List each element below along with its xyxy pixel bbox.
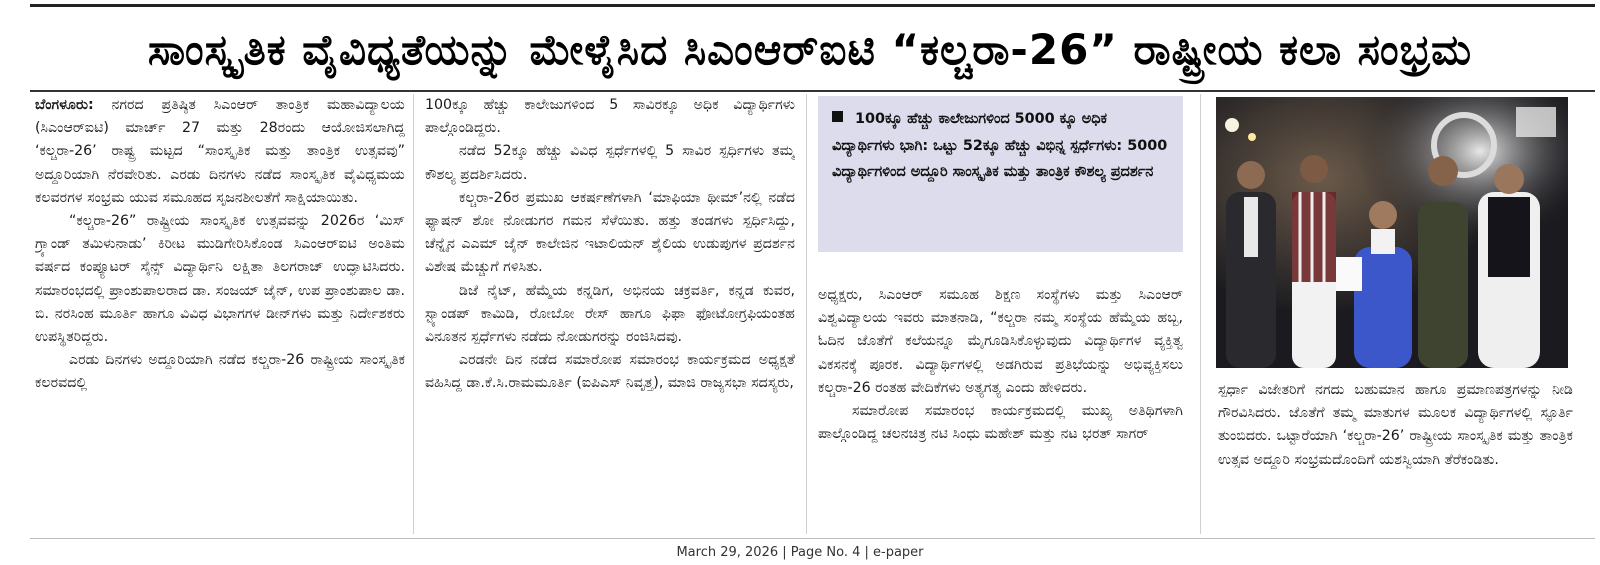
paragraph: ಎರಡನೇ ದಿನ ನಡೆದ ಸಮಾರೋಪ ಸಮಾರಂಭ ಕಾರ್ಯಕ್ರಮದ ಅಧ್ಯಕ್ಷತೆ ವಹಿಸಿದ್ದ ಡಾ.ಕೆ.ಸಿ.ರಾಮಮೂರ್ತಿ (ಐಪಿಎಸ್ ನಿವೃತ್ತ), ಮಾಜಿ ರಾಜ್ಯಸಭಾ ಸದಸ್ಯರು, bbox=[425, 352, 795, 392]
paragraph: ಅಧ್ಯಕ್ಷರು, ಸಿಎಂಆರ್ ಸಮೂಹ ಶಿಕ್ಷಣ ಸಂಸ್ಥೆಗಳು ಮತ್ತು ಸಿಎಂಆರ್ ವಿಶ್ವವಿದ್ಯಾಲಯ ಇವರು ಮಾತನಾಡಿ, “ಕಲ್ಚರಾ ನಮ್ಮ ಸಂಸ್ಥೆಯ ಹೆಮ್ಮೆಯ ಹಬ್ಬ, ಓದಿನ ಜೊತೆಗೆ ಕಲೆಯನ್ನೂ ಮೈಗೂಡಿಸಿಕೊಳ್ಳುವುದು ವಿದ್ಯಾರ್ಥಿಗಳ ವ್ಯಕ್ತಿತ್ವ ವಿಕಸನಕ್ಕೆ ಪೂರಕ. ವಿದ್ಯಾರ್ಥಿಗಳಲ್ಲಿ ಅಡಗಿರುವ ಪ್ರತಿಭೆಯನ್ನು ಅಭಿವ್ಯಕ್ತಿಸಲು ಕಲ್ಚರಾ-26 ರಂತಹ ವೇದಿಕೆಗಳು ಅತ್ಯಗತ್ಯ ಎಂದು ಹೇಳಿದರು. bbox=[818, 287, 1183, 396]
square-bullet-icon bbox=[832, 111, 843, 122]
article-headline: ಸಾಂಸ್ಕೃತಿಕ ವೈವಿಧ್ಯತೆಯನ್ನು ಮೇಳೈಸಿದ ಸಿಎಂಆರ್‌ಐಟಿ “ಕಲ್ಚರಾ-26” ರಾಷ್ಟ್ರೀಯ ಕಲಾ ಸಂಭ್ರಮ bbox=[147, 25, 1473, 74]
top-rule bbox=[30, 4, 1595, 7]
paragraph: ಎರಡು ದಿನಗಳು ಅದ್ದೂರಿಯಾಗಿ ನಡೆದ ಕಲ್ಚರಾ-26 ರಾಷ್ಟ್ರೀಯ ಸಾಂಸ್ಕೃತಿಕ ಕಲರವದಲ್ಲಿ bbox=[35, 352, 405, 392]
paragraph: ನಡೆದ 52ಕ್ಕೂ ಹೆಚ್ಚು ವಿವಿಧ ಸ್ಪರ್ಧೆಗಳಲ್ಲಿ 5 ಸಾವಿರ ಸ್ಪರ್ಧಿಗಳು ತಮ್ಮ ಕೌಶಲ್ಯ ಪ್ರದರ್ಶಿಸಿದರು. bbox=[425, 143, 795, 183]
page-footer: March 29, 2026 | Page No. 4 | e-paper bbox=[676, 545, 924, 560]
headline-rule bbox=[30, 90, 1595, 92]
paragraph: ಕಲ್ಚರಾ-26ರ ಪ್ರಮುಖ ಆಕರ್ಷಣೆಗಳಾಗಿ ‘ಮಾಫಿಯಾ ಥೀಮ್’ನಲ್ಲಿ ನಡೆದ ಫ್ಯಾಷನ್ ಶೋ ನೋಡುಗರ ಗಮನ ಸೆಳೆಯಿತು. ಹತ್ತು ತಂಡಗಳು ಸ್ಪರ್ಧಿಸಿದ್ದು, ಚೆನ್ನೈನ ಎಎಮ್ ಜೈನ್ ಕಾಲೇಜಿನ ಇಟಾಲಿಯನ್ ಶೈಲಿಯ ಉಡುಪುಗಳ ಪ್ರದರ್ಶನ ವಿಶೇಷ ಮೆಚ್ಚುಗೆ ಗಳಿಸಿತು. bbox=[425, 189, 795, 276]
article-column-2 bbox=[425, 94, 795, 534]
column-divider bbox=[413, 94, 414, 534]
column-divider bbox=[806, 94, 807, 534]
paragraph: “ಕಲ್ಚರಾ-26” ರಾಷ್ಟ್ರೀಯ ಸಾಂಸ್ಕೃತಿಕ ಉತ್ಸವವನ್ನು 2026ರ ‘ಮಿಸ್ ಗ್ರ್ಯಾಂಡ್ ತಮಿಳುನಾಡು’ ಕಿರೀಟ ಮುಡಿಗೇರಿಸಿಕೊಂಡ ಸಿಎಂಆರ್‌ಐಟಿ ಅಂತಿಮ ವರ್ಷದ ಕಂಪ್ಯೂಟರ್ ಸೈನ್ಸ್ ವಿದ್ಯಾರ್ಥಿನಿ ಲಕ್ಷಿತಾ ತಿಲಗರಾಜ್ ಉದ್ಘಾಟಿಸಿದರು. ಸಮಾರಂಭದಲ್ಲಿ ಪ್ರಾಂಶುಪಾಲರಾದ ಡಾ. ಸಂಜಯ್ ಜೈನ್, ಉಪ ಪ್ರಾಂಶುಪಾಲ ಡಾ. ಬಿ. ನರಸಿಂಹ ಮೂರ್ತಿ ಹಾಗೂ ವಿವಿಧ ವಿಭಾಗಗಳ ಡೀನ್‌ಗಳು ಮತ್ತು ನಿರ್ದೇಶಕರು ಉಪಸ್ಥಿತರಿದ್ದರು. bbox=[35, 213, 405, 346]
paragraph: ಡಿಜೆ ನೈಟ್, ಹೆಮ್ಮೆಯ ಕನ್ನಡಿಗ, ಅಭಿನಯ ಚಕ್ರವರ್ತಿ, ಕನ್ನಡ ಕುವರ, ಸ್ಟ್ಯಾಂಡಪ್ ಕಾಮಿಡಿ, ರೋಬೋ ರೇಸ್ ಹಾಗೂ ಫಿಫಾ ಫೋಟೋಗ್ರಫಿಯಂತಹ ವಿನೂತನ ಸ್ಪರ್ಧೆಗಳು ನಡೆದು ನೋಡುಗರನ್ನು ರಂಜಿಸಿದವು. bbox=[425, 282, 795, 346]
paragraph: ನಗರದ ಪ್ರತಿಷ್ಠಿತ ಸಿಎಂಆರ್ ತಾಂತ್ರಿಕ ಮಹಾವಿದ್ಯಾಲಯ (ಸಿಎಂಆರ್‌ಐಟಿ) ಮಾರ್ಚ್ 27 ಮತ್ತು 28ರಂದು ಆಯೋಜಿಸಲಾಗಿದ್ದ ‘ಕಲ್ಚರಾ-26’ ರಾಷ್ಟ್ರ ಮಟ್ಟದ “ಸಾಂಸ್ಕೃತಿಕ ಮತ್ತು ತಾಂತ್ರಿಕ ಉತ್ಸವವು” ಅದ್ದೂರಿಯಾಗಿ ನೆರವೇರಿತು. ಎರಡು ದಿನಗಳು ನಡೆದ ಸಾಂಸ್ಕೃತಿಕ ವೈವಿಧ್ಯಮಯ ಕಲವರಗಳ ಸಂಭ್ರಮ ಯುವ ಸಮೂಹದ ಸೃಜನಶೀಲತೆಗೆ ಸಾಕ್ಷಿಯಾಯಿತು. bbox=[35, 97, 405, 206]
column-divider bbox=[1200, 94, 1201, 534]
article-column-1 bbox=[35, 94, 405, 534]
award-ceremony-photo bbox=[1216, 97, 1568, 368]
photo-caption: ಸ್ಪರ್ಧಾ ವಿಜೇತರಿಗೆ ನಗದು ಬಹುಮಾನ ಹಾಗೂ ಪ್ರಮಾಣಪತ್ರಗಳನ್ನು ನೀಡಿ ಗೌರವಿಸಿದರು. ಜೊತೆಗೆ ತಮ್ಮ ಮಾತುಗಳ ಮೂಲಕ ವಿದ್ಯಾರ್ಥಿಗಳಲ್ಲಿ ಸ್ಫೂರ್ತಿ ತುಂಬಿದರು. ಒಟ್ಟಾರೆಯಾಗಿ ‘ಕಲ್ಚರಾ-26’ ರಾಷ್ಟ್ರೀಯ ಸಾಂಸ್ಕೃತಿಕ ಮತ್ತು ತಾಂತ್ರಿಕ ಉತ್ಸವ ಅದ್ದೂರಿ ಸಂಭ್ರಮದೊಂದಿಗೆ ಯಶಸ್ವಿಯಾಗಿ ತೆರೆಕಂಡಿತು. bbox=[1218, 382, 1573, 468]
event-photo bbox=[1216, 97, 1568, 368]
highlight-text: 100ಕ್ಕೂ ಹೆಚ್ಚು ಕಾಲೇಜುಗಳಿಂದ 5000 ಕ್ಕೂ ಅಧಿಕ ವಿದ್ಯಾರ್ಥಿಗಳು ಭಾಗಿ: ಒಟ್ಟು 52ಕ್ಕೂ ಹೆಚ್ಚು ವಿಭಿನ್ನ ಸ್ಪರ್ಧೆಗಳು: 5000 ವಿದ್ಯಾರ್ಥಿಗಳಿಂದ ಅದ್ದೂರಿ ಸಾಂಸ್ಕೃತಿಕ ಮತ್ತು ತಾಂತ್ರಿಕ ಕೌಶಲ್ಯ ಪ್ರದರ್ಶನ bbox=[832, 111, 1168, 180]
dateline: ಬೆಂಗಳೂರು: bbox=[35, 97, 94, 113]
paragraph: 100ಕ್ಕೂ ಹೆಚ್ಚು ಕಾಲೇಜುಗಳಿಂದ 5 ಸಾವಿರಕ್ಕೂ ಅಧಿಕ ವಿದ್ಯಾರ್ಥಿಗಳು ಪಾಲ್ಗೊಂಡಿದ್ದರು. bbox=[425, 97, 795, 137]
footer-rule bbox=[30, 538, 1595, 539]
highlight-box bbox=[818, 96, 1183, 252]
article-column-3 bbox=[818, 284, 1183, 534]
paragraph: ಸಮಾರೋಪ ಸಮಾರಂಭ ಕಾರ್ಯಕ್ರಮದಲ್ಲಿ ಮುಖ್ಯ ಅತಿಥಿಗಳಾಗಿ ಪಾಲ್ಗೊಂಡಿದ್ದ ಚಲನಚಿತ್ರ ನಟಿ ಸಿಂಧು ಮಹೇಶ್ ಮತ್ತು ನಟ ಭರತ್ ಸಾಗರ್ bbox=[818, 403, 1183, 443]
